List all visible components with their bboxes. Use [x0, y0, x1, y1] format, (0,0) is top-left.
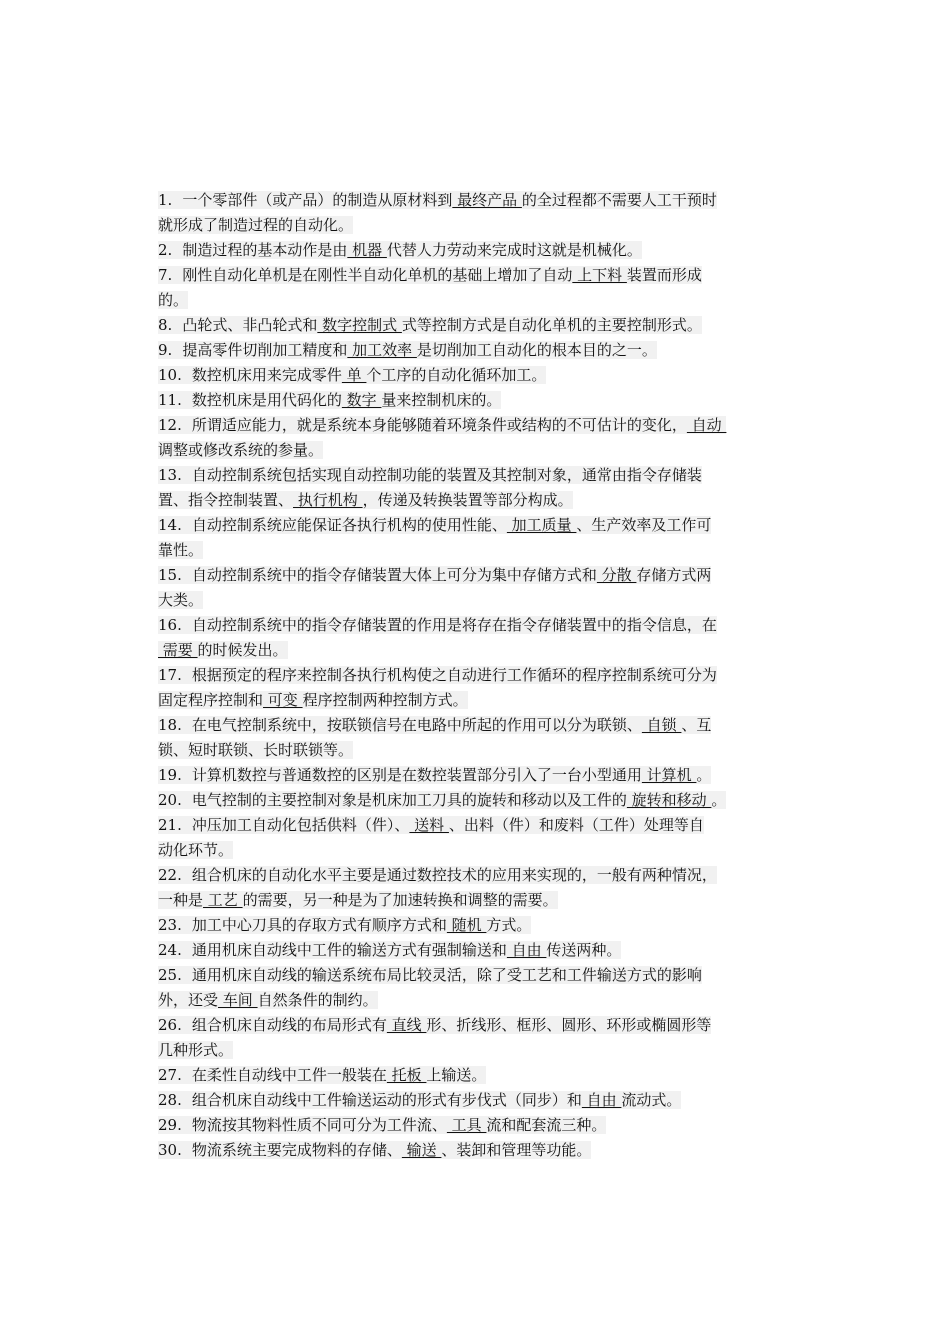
answer-blank: 托板: [386, 1066, 427, 1084]
question-line: [158, 813, 790, 838]
question-number: 9.: [158, 341, 173, 359]
question-text: 靠性。: [158, 541, 204, 559]
question-text: 自动控制系统包括实现自动控制功能的装置及其控制对象，通常由指令存储装: [191, 466, 702, 484]
question-number: 7.: [158, 266, 173, 284]
question-line: [158, 963, 790, 988]
question-number: 30.: [158, 1141, 182, 1159]
question-text: 调整或修改系统的参量。: [158, 441, 324, 459]
question-text: 量来控制机床的。: [381, 391, 502, 409]
question-item: [158, 713, 790, 763]
question-number: 13.: [158, 466, 182, 484]
answer-blank: 输送: [401, 1141, 442, 1159]
question-item: [158, 963, 790, 1013]
answer-blank: 送料: [409, 816, 449, 834]
line-text: [158, 241, 642, 259]
answer-blank: 工具: [446, 1116, 487, 1134]
line-text: [158, 566, 711, 584]
question-number: 22.: [158, 866, 182, 884]
line-text: [158, 216, 353, 234]
question-text: 通用机床自动线的输送系统布局比较灵活，除了受工艺和工件输送方式的影响: [191, 966, 702, 984]
question-text: 外，还受: [158, 991, 219, 1009]
question-text: 物流按其物料性质不同可分为工件流、: [191, 1116, 447, 1134]
question-text: 自动控制系统应能保证各执行机构的使用性能、: [191, 516, 507, 534]
question-line: [158, 263, 790, 288]
answer-blank: 自动: [686, 416, 727, 434]
question-text: 几种形式。: [158, 1041, 234, 1059]
answer-blank: 计算机: [641, 766, 697, 784]
line-text: [158, 1041, 233, 1059]
question-text: 、生产效率及工作可: [576, 516, 712, 534]
question-line: [158, 938, 790, 963]
question-line: [158, 363, 790, 388]
question-number: 11.: [158, 391, 182, 409]
question-number: 17.: [158, 666, 182, 684]
line-text: [158, 716, 711, 734]
answer-blank: 工艺: [203, 891, 243, 909]
question-line: [158, 213, 790, 238]
question-item: [158, 1013, 790, 1063]
question-text: 提高零件切削加工精度和: [182, 341, 348, 359]
question-number: 18.: [158, 716, 182, 734]
question-text: 流和配套流三种。: [486, 1116, 607, 1134]
question-number: 10.: [158, 366, 182, 384]
question-text: 制造过程的基本动作是由: [182, 241, 348, 259]
line-text: [158, 1016, 711, 1034]
question-number: 2.: [158, 241, 173, 259]
question-line: [158, 413, 790, 438]
question-text: 数控机床是用代码化的: [191, 391, 342, 409]
question-item: [158, 863, 790, 913]
question-text: 计算机数控与普通数控的区别是在数控装置部分引入了一台小型通用: [191, 766, 642, 784]
question-line: [158, 913, 790, 938]
question-line: [158, 688, 790, 713]
question-text: ，传递及转换装置等部分构成。: [362, 491, 573, 509]
question-text: 置、指令控制装置、: [158, 491, 294, 509]
line-text: [158, 741, 353, 759]
question-text: 大类。: [158, 591, 204, 609]
question-item: [158, 1113, 790, 1138]
line-text: [158, 541, 203, 559]
question-text: 在柔性自动线中工件一般装在: [191, 1066, 387, 1084]
question-text: 锁、短时联锁、长时联锁等。: [158, 741, 354, 759]
answer-blank: 上下料: [572, 266, 627, 284]
line-text: [158, 641, 288, 659]
question-text: 、出料（件）和废料（工件）处理等自: [448, 816, 704, 834]
answer-blank: 分散: [596, 566, 637, 584]
question-number: 28.: [158, 1091, 182, 1109]
line-text: [158, 1066, 486, 1084]
question-item: [158, 413, 790, 463]
question-number: 16.: [158, 616, 182, 634]
question-text: 一个零部件（或产品）的制造从原材料到: [182, 191, 453, 209]
question-line: [158, 1013, 790, 1038]
question-line: [158, 1088, 790, 1113]
line-text: [158, 466, 702, 484]
answer-blank: 车间: [218, 991, 258, 1009]
question-line: [158, 338, 790, 363]
question-item: [158, 363, 790, 388]
question-number: 20.: [158, 791, 182, 809]
question-text: 在电气控制系统中，按联锁信号在电路中所起的作用可以分为联锁、: [191, 716, 642, 734]
question-number: 23.: [158, 916, 182, 934]
question-text: 流动式。: [621, 1091, 682, 1109]
question-number: 8.: [158, 316, 173, 334]
line-text: [158, 691, 468, 709]
question-item: [158, 938, 790, 963]
question-line: [158, 463, 790, 488]
question-item: [158, 763, 790, 788]
question-item: [158, 913, 790, 938]
question-number: 29.: [158, 1116, 182, 1134]
line-text: [158, 1091, 681, 1109]
answer-blank: 最终产品: [452, 191, 522, 209]
question-item: [158, 238, 790, 263]
question-text: 形、折线形、框形、圆形、环形或椭圆形等: [426, 1016, 712, 1034]
line-text: [158, 191, 717, 209]
question-text: 的时候发出。: [197, 641, 288, 659]
answer-blank: 机器: [347, 241, 387, 259]
question-line: [158, 488, 790, 513]
question-line: [158, 888, 790, 913]
question-line: [158, 438, 790, 463]
question-text: 动化环节。: [158, 841, 234, 859]
question-text: 一种是: [158, 891, 204, 909]
question-text: 通用机床自动线中工件的输送方式有强制输送和: [191, 941, 507, 959]
line-text: [158, 366, 546, 384]
line-text: [158, 491, 573, 509]
question-text: 刚性自动化单机是在刚性半自动化单机的基础上增加了自动: [182, 266, 573, 284]
answer-blank: 数字: [341, 391, 382, 409]
question-text: 自动控制系统中的指令存储装置的作用是将存在指令存储装置中的指令信息，在: [191, 616, 717, 634]
line-text: [158, 1141, 591, 1159]
line-text: [158, 616, 717, 634]
question-number: 14.: [158, 516, 182, 534]
question-item: [158, 388, 790, 413]
question-item: [158, 263, 790, 313]
question-item: [158, 188, 790, 238]
question-line: [158, 638, 790, 663]
question-number: 24.: [158, 941, 182, 959]
question-line: [158, 988, 790, 1013]
question-text: 、装卸和管理等功能。: [441, 1141, 592, 1159]
line-text: [158, 291, 188, 309]
line-text: [158, 866, 717, 884]
question-line: [158, 588, 790, 613]
question-item: [158, 1063, 790, 1088]
question-line: [158, 663, 790, 688]
question-text: 根据预定的程序来控制各执行机构使之自动进行工作循环的程序控制系统可分为: [191, 666, 717, 684]
answer-blank: 可变: [263, 691, 303, 709]
line-text: [158, 916, 531, 934]
question-text: 方式。: [486, 916, 532, 934]
question-item: [158, 1088, 790, 1113]
answer-blank: 单: [341, 366, 367, 384]
question-list: [158, 188, 790, 1163]
answer-blank: 自锁: [641, 716, 682, 734]
question-item: [158, 788, 790, 813]
line-text: [158, 391, 501, 409]
question-line: [158, 788, 790, 813]
line-text: [158, 441, 323, 459]
question-text: 数控机床用来完成零件: [191, 366, 342, 384]
question-item: [158, 813, 790, 863]
line-text: [158, 666, 717, 684]
question-line: [158, 738, 790, 763]
question-item: [158, 613, 790, 663]
question-number: 19.: [158, 766, 182, 784]
line-text: [158, 891, 558, 909]
question-text: 个工序的自动化循环加工。: [366, 366, 547, 384]
question-line: [158, 613, 790, 638]
question-text: 的全过程都不需要人工干预时: [521, 191, 717, 209]
answer-blank: 随机: [446, 916, 487, 934]
question-line: [158, 188, 790, 213]
line-text: [158, 766, 711, 784]
question-number: 15.: [158, 566, 182, 584]
question-text: 代替人力劳动来完成时这就是机械化。: [386, 241, 642, 259]
question-number: 27.: [158, 1066, 182, 1084]
question-text: 自然条件的制约。: [257, 991, 378, 1009]
answer-blank: 旋转和移动: [626, 791, 712, 809]
line-text: [158, 991, 378, 1009]
question-text: 上输送。: [426, 1066, 487, 1084]
question-text: 组合机床的自动化水平主要是通过数控技术的应用来实现的，一般有两种情况，: [191, 866, 717, 884]
answer-blank: 需要: [158, 641, 198, 659]
question-text: 。: [711, 791, 727, 809]
question-number: 1.: [158, 191, 173, 209]
question-text: 组合机床自动线的布局形式有: [191, 1016, 387, 1034]
question-text: 物流系统主要完成物料的存储、: [191, 1141, 402, 1159]
question-text: 电气控制的主要控制对象是机床加工刀具的旋转和移动以及工件的: [191, 791, 627, 809]
question-text: 传送两种。: [546, 941, 622, 959]
answer-blank: 自由: [581, 1091, 622, 1109]
answer-blank: 直线: [386, 1016, 427, 1034]
line-text: [158, 591, 203, 609]
line-text: [158, 316, 702, 334]
question-line: [158, 838, 790, 863]
question-text: 存储方式两: [636, 566, 712, 584]
line-text: [158, 816, 704, 834]
answer-blank: 数字控制式: [317, 316, 402, 334]
answer-blank: 自由: [506, 941, 547, 959]
answer-blank: 加工效率: [347, 341, 417, 359]
question-line: [158, 238, 790, 263]
question-text: 凸轮式、非凸轮式和: [182, 316, 318, 334]
question-item: [158, 338, 790, 363]
question-item: [158, 463, 790, 513]
question-line: [158, 388, 790, 413]
question-line: [158, 763, 790, 788]
line-text: [158, 341, 657, 359]
line-text: [158, 266, 702, 284]
line-text: [158, 1116, 606, 1134]
question-text: 冲压加工自动化包括供料（件）、: [191, 816, 410, 834]
question-line: [158, 538, 790, 563]
question-text: 、互: [681, 716, 712, 734]
answer-blank: 执行机构: [293, 491, 363, 509]
question-line: [158, 1113, 790, 1138]
question-line: [158, 1138, 790, 1163]
question-line: [158, 563, 790, 588]
question-text: 的。: [158, 291, 189, 309]
question-line: [158, 1063, 790, 1088]
question-text: 是切削加工自动化的根本目的之一。: [416, 341, 657, 359]
answer-blank: 加工质量: [506, 516, 577, 534]
question-text: 自动控制系统中的指令存储装置大体上可分为集中存储方式和: [191, 566, 597, 584]
question-number: 25.: [158, 966, 182, 984]
line-text: [158, 416, 726, 434]
question-line: [158, 1038, 790, 1063]
line-text: [158, 791, 726, 809]
question-item: [158, 663, 790, 713]
question-text: 就形成了制造过程的自动化。: [158, 216, 354, 234]
line-text: [158, 841, 233, 859]
line-text: [158, 516, 711, 534]
question-line: [158, 313, 790, 338]
question-number: 21.: [158, 816, 182, 834]
question-number: 26.: [158, 1016, 182, 1034]
question-text: 装置而形成: [626, 266, 702, 284]
question-line: [158, 863, 790, 888]
question-item: [158, 313, 790, 338]
question-text: 加工中心刀具的存取方式有顺序方式和: [191, 916, 447, 934]
question-line: [158, 513, 790, 538]
question-line: [158, 288, 790, 313]
question-line: [158, 713, 790, 738]
question-text: 。: [696, 766, 712, 784]
line-text: [158, 966, 702, 984]
question-text: 程序控制两种控制方式。: [302, 691, 468, 709]
question-item: [158, 513, 790, 563]
question-number: 12.: [158, 416, 182, 434]
question-text: 组合机床自动线中工件输送运动的形式有步伐式（同步）和: [191, 1091, 582, 1109]
question-text: 固定程序控制和: [158, 691, 264, 709]
question-item: [158, 563, 790, 613]
question-text: 式等控制方式是自动化单机的主要控制形式。: [401, 316, 702, 334]
question-text: 的需要，另一种是为了加速转换和调整的需要。: [242, 891, 558, 909]
question-item: [158, 1138, 790, 1163]
line-text: [158, 941, 621, 959]
question-text: 所谓适应能力，就是系统本身能够随着环境条件或结构的不可估计的变化，: [191, 416, 687, 434]
